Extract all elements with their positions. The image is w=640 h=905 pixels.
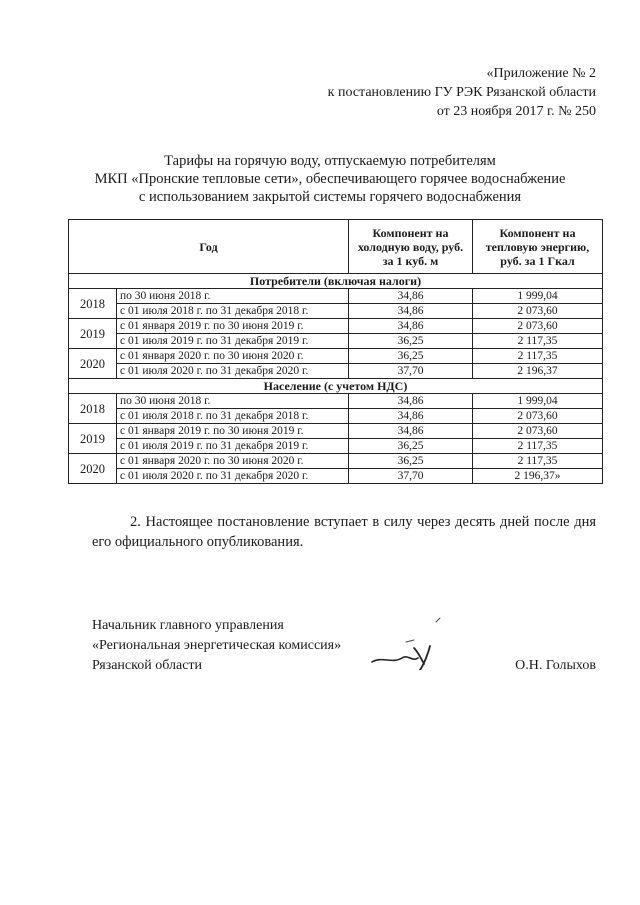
heat-energy-value: 2 117,35: [473, 454, 603, 469]
heat-energy-value: 2 073,60: [473, 409, 603, 424]
effective-date-paragraph: [92, 512, 596, 552]
table-header-row: [69, 220, 603, 274]
document-title: [60, 152, 600, 206]
cold-water-value: 34,86: [349, 304, 473, 319]
cold-water-value: 34,86: [349, 409, 473, 424]
cold-water-value: 37,70: [349, 469, 473, 484]
year-cell: 2018: [69, 289, 117, 319]
heat-energy-value: 1 999,04: [473, 394, 603, 409]
year-cell: 2019: [69, 424, 117, 454]
appendix-reference: к постановлению ГУ РЭК Рязанской области: [327, 85, 596, 100]
title-line-3: с использованием закрытой системы горячего водоснабжения: [138, 189, 522, 205]
table-row: [69, 319, 603, 334]
period-cell: по 30 июня 2018 г.: [117, 394, 349, 409]
table-row: [69, 334, 603, 349]
signatory-name: О.Н. Голыхов: [515, 658, 596, 673]
section-row: [69, 379, 603, 394]
table-row: [69, 289, 603, 304]
year-cell: 2018: [69, 394, 117, 424]
heat-energy-value: 1 999,04: [473, 289, 603, 304]
period-cell: с 01 июля 2020 г. по 31 декабря 2020 г.: [117, 469, 349, 484]
cold-water-value: 34,86: [349, 319, 473, 334]
table-row: [69, 454, 603, 469]
cold-water-value: 37,70: [349, 364, 473, 379]
table-row: [69, 349, 603, 364]
heat-energy-value: 2 073,60: [473, 319, 603, 334]
signatory-position: [92, 616, 341, 676]
header-cold-water: Компонент на холодную воду, руб. за 1 куб. м: [349, 220, 473, 274]
cold-water-value: 36,25: [349, 349, 473, 364]
cold-water-value: 36,25: [349, 454, 473, 469]
table-row: [69, 394, 603, 409]
heat-energy-value: 2 117,35: [473, 334, 603, 349]
tariff-table: [68, 219, 603, 484]
table-row: [69, 439, 603, 454]
position-line-2: «Региональная энергетическая комиссия»: [92, 638, 342, 653]
position-line-3: Рязанской области: [92, 658, 203, 673]
handwritten-signature: [368, 612, 448, 670]
appendix-header: [328, 64, 596, 121]
title-line-2: МКП «Пронские тепловые сети», обеспечивающего горячее водоснабжение: [94, 171, 566, 187]
period-cell: с 01 января 2020 г. по 30 июня 2020 г.: [117, 349, 349, 364]
table-row: [69, 469, 603, 484]
period-cell: с 01 января 2019 г. по 30 июня 2019 г.: [117, 424, 349, 439]
period-cell: с 01 июля 2019 г. по 31 декабря 2019 г.: [117, 334, 349, 349]
table-row: [69, 409, 603, 424]
heat-energy-value: 2 196,37»: [473, 469, 603, 484]
period-cell: с 01 января 2020 г. по 30 июня 2020 г.: [117, 454, 349, 469]
period-cell: с 01 июля 2020 г. по 31 декабря 2020 г.: [117, 364, 349, 379]
cold-water-value: 36,25: [349, 439, 473, 454]
year-cell: 2020: [69, 349, 117, 379]
title-line-1: Тарифы на горячую воду, отпускаемую потребителям: [164, 153, 496, 169]
paragraph-text: Настоящее постановление вступает в силу через десять дней после дня его официального опубликования.: [92, 514, 596, 550]
position-line-1: Начальник главного управления: [92, 618, 284, 633]
period-cell: с 01 июля 2019 г. по 31 декабря 2019 г.: [117, 439, 349, 454]
heat-energy-value: 2 073,60: [473, 424, 603, 439]
section-title: Население (с учетом НДС): [69, 379, 603, 394]
heat-energy-value: 2 117,35: [473, 439, 603, 454]
year-cell: 2019: [69, 319, 117, 349]
table-row: [69, 364, 603, 379]
header-year: Год: [69, 220, 349, 274]
period-cell: с 01 января 2019 г. по 30 июня 2019 г.: [117, 319, 349, 334]
header-heat-energy: Компонент на тепловую энергию, руб. за 1 Гкал: [473, 220, 603, 274]
table-row: [69, 304, 603, 319]
year-cell: 2020: [69, 454, 117, 484]
cold-water-value: 34,86: [349, 424, 473, 439]
period-cell: с 01 июля 2018 г. по 31 декабря 2018 г.: [117, 409, 349, 424]
appendix-date: от 23 ноября 2017 г. № 250: [436, 104, 596, 119]
table-row: [69, 424, 603, 439]
paragraph-number: 2.: [130, 514, 141, 530]
cold-water-value: 34,86: [349, 289, 473, 304]
cold-water-value: 34,86: [349, 394, 473, 409]
period-cell: по 30 июня 2018 г.: [117, 289, 349, 304]
section-row: [69, 274, 603, 289]
period-cell: с 01 июля 2018 г. по 31 декабря 2018 г.: [117, 304, 349, 319]
appendix-number: «Приложение № 2: [486, 66, 596, 81]
heat-energy-value: 2 073,60: [473, 304, 603, 319]
cold-water-value: 36,25: [349, 334, 473, 349]
heat-energy-value: 2 196,37: [473, 364, 603, 379]
heat-energy-value: 2 117,35: [473, 349, 603, 364]
section-title: Потребители (включая налоги): [69, 274, 603, 289]
